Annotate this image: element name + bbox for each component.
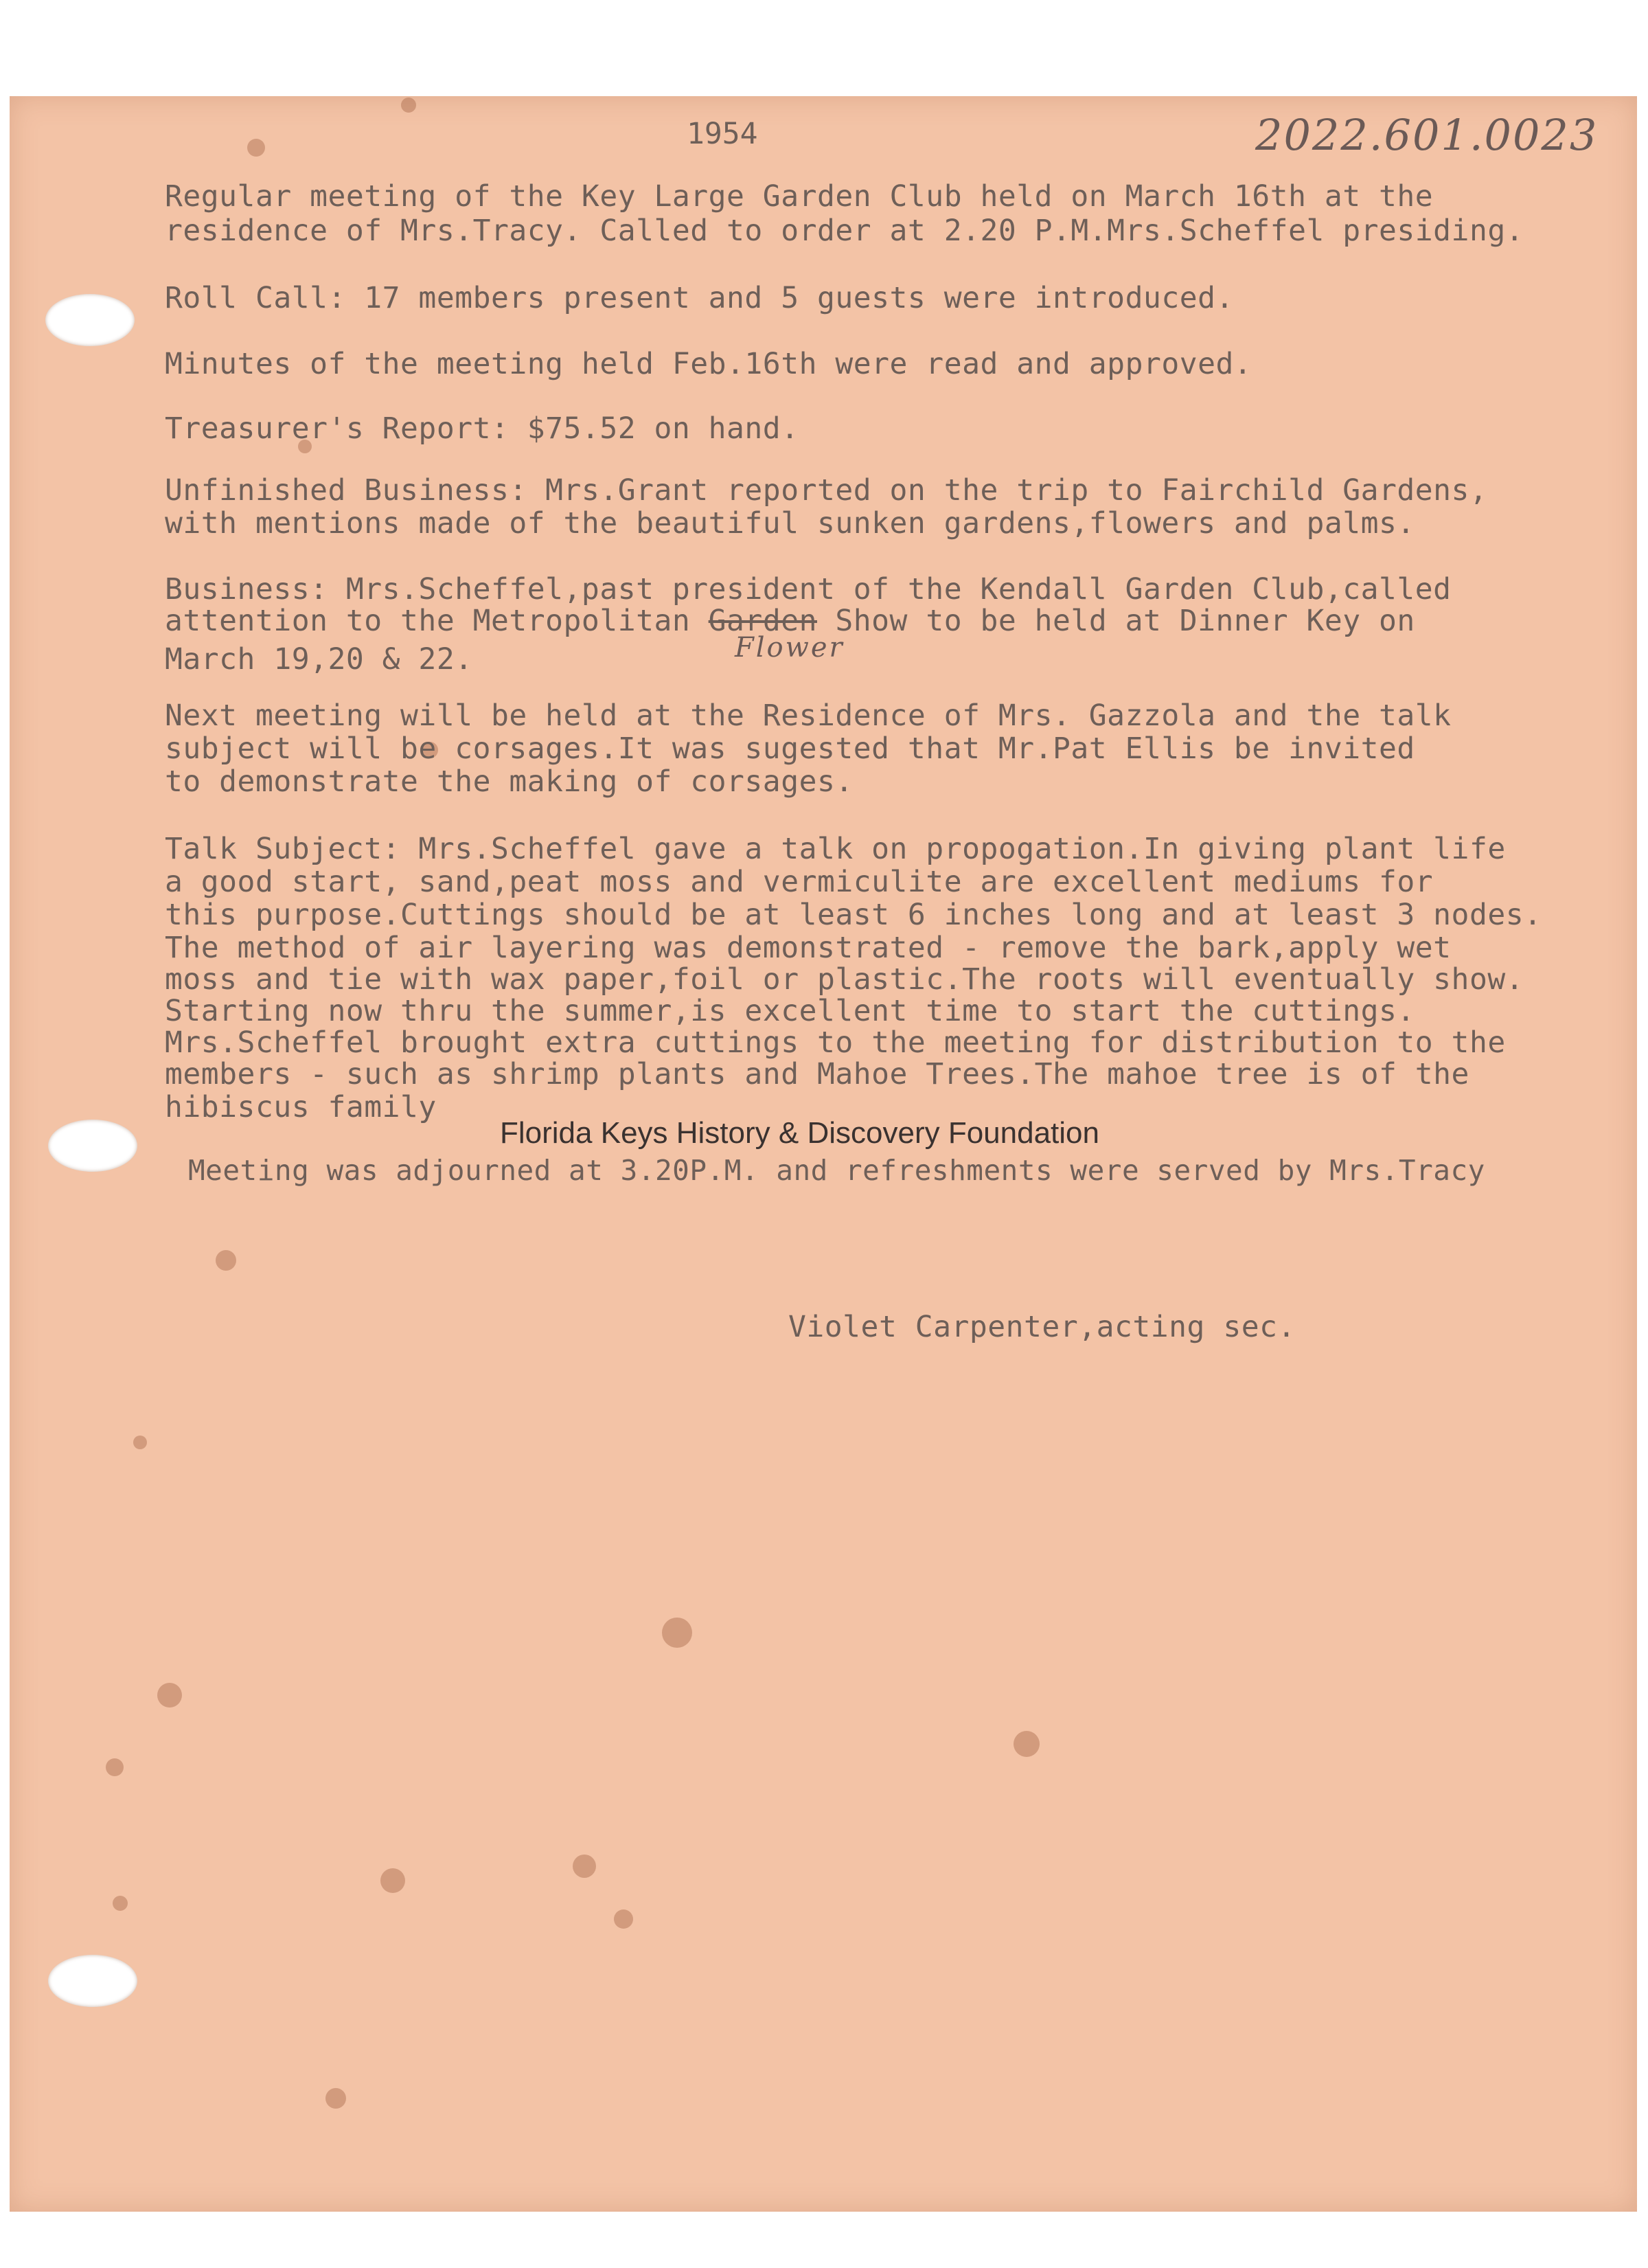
- stain-spot: [1014, 1731, 1040, 1757]
- handwritten-correction: Flower: [735, 632, 845, 664]
- unfinished-business-line-1: Unfinished Business: Mrs.Grant reported on the trip to Fairchild Gardens,: [165, 473, 1488, 508]
- talk-line-9: hibiscus family: [165, 1090, 437, 1124]
- stain-spot: [380, 1868, 405, 1893]
- opening-line-2: residence of Mrs.Tracy. Called to order at 2.20 P.M.Mrs.Scheffel presiding.: [165, 214, 1524, 248]
- talk-line-4: The method of air layering was demonstrated - remove the bark,apply wet: [165, 931, 1452, 965]
- roll-call: Roll Call: 17 members present and 5 guests were introduced.: [165, 281, 1234, 315]
- stain-spot: [157, 1683, 182, 1708]
- talk-line-3: this purpose.Cuttings should be at least 6 inches long and at least 3 nodes.: [165, 898, 1542, 932]
- stain-spot: [113, 1896, 128, 1911]
- stain-spot: [247, 139, 265, 157]
- adjournment: Meeting was adjourned at 3.20P.M. and refreshments were served by Mrs.Tracy: [188, 1154, 1485, 1187]
- talk-line-1: Talk Subject: Mrs.Scheffel gave a talk on propogation.In giving plant life: [165, 832, 1506, 866]
- business-line-3: March 19,20 & 22.: [165, 642, 473, 677]
- struck-word: Garden: [708, 604, 817, 638]
- stain-spot: [216, 1250, 236, 1271]
- talk-line-6: Starting now thru the summer,is excellent time to start the cuttings.: [165, 994, 1415, 1028]
- binder-hole: [45, 294, 135, 346]
- talk-line-7: Mrs.Scheffel brought extra cuttings to the meeting for distribution to the: [165, 1025, 1506, 1060]
- minutes-approval: Minutes of the meeting held Feb.16th were read and approved.: [165, 347, 1252, 381]
- unfinished-business-line-2: with mentions made of the beautiful sunken gardens,flowers and palms.: [165, 506, 1415, 541]
- stain-spot: [614, 1909, 633, 1929]
- opening-line-1: Regular meeting of the Key Large Garden Club held on March 16th at the: [165, 179, 1434, 214]
- next-meeting-line-2: subject will be corsages.It was sugested that Mr.Pat Ellis be invited: [165, 732, 1415, 766]
- signature: Violet Carpenter,acting sec.: [788, 1310, 1296, 1344]
- stain-spot: [106, 1758, 124, 1776]
- stain-spot: [325, 2088, 346, 2109]
- business-line-2-end: Show to be held at Dinner Key on: [817, 604, 1415, 638]
- binder-hole: [48, 1955, 137, 2007]
- business-line-1: Business: Mrs.Scheffel,past president of the Kendall Garden Club,called: [165, 572, 1452, 606]
- next-meeting-line-1: Next meeting will be held at the Residence of Mrs. Gazzola and the talk: [165, 699, 1452, 733]
- talk-line-8: members - such as shrimp plants and Mahoe Trees.The mahoe tree is of the: [165, 1057, 1469, 1091]
- stain-spot: [133, 1436, 147, 1449]
- accession-number: 2022.601.0023: [1255, 110, 1599, 160]
- stain-spot: [662, 1618, 692, 1648]
- watermark: Florida Keys History & Discovery Foundation: [500, 1116, 1099, 1150]
- binder-hole: [48, 1120, 137, 1172]
- treasurer-report: Treasurer's Report: $75.52 on hand.: [165, 411, 799, 446]
- next-meeting-line-3: to demonstrate the making of corsages.: [165, 764, 854, 799]
- stain-spot: [401, 98, 416, 113]
- stain-spot: [573, 1855, 596, 1878]
- talk-line-2: a good start, sand,peat moss and vermiculite are excellent mediums for: [165, 865, 1434, 899]
- talk-line-5: moss and tie with wax paper,foil or plastic.The roots will eventually show.: [165, 962, 1524, 997]
- business-line-2-start: attention to the Metropolitan: [165, 604, 709, 638]
- year-heading: 1954: [687, 117, 758, 151]
